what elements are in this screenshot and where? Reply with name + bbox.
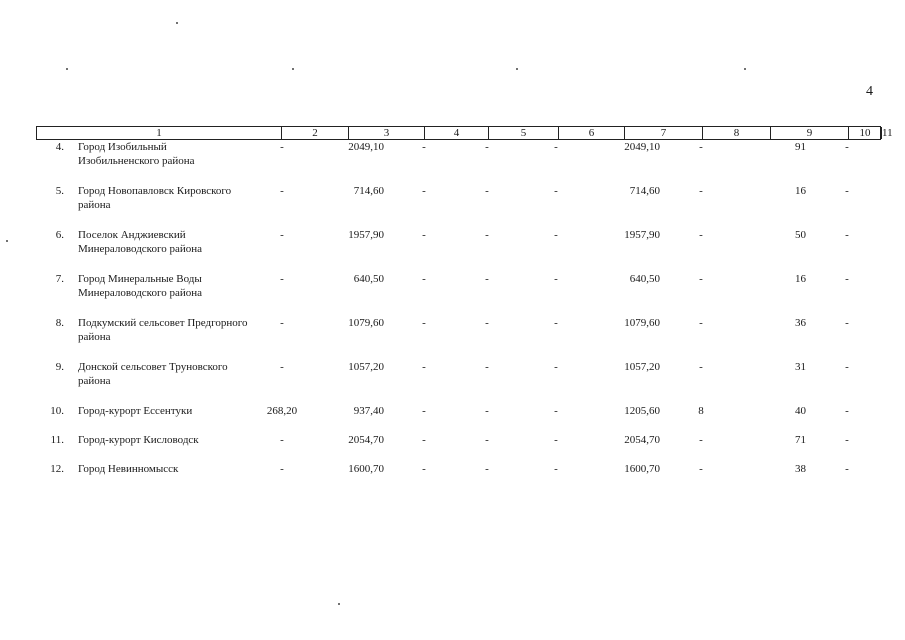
header-col-6: 6 <box>559 127 625 139</box>
cell-name: Город-курорт Кисловодск <box>78 434 199 446</box>
cell-c3: - <box>280 273 284 285</box>
cell-c8: 1600,70 <box>624 463 660 475</box>
cell-c4: 937,40 <box>353 405 384 417</box>
cell-c5: - <box>422 273 426 285</box>
cell-name: Город Изобильный Изобильненского района <box>78 141 195 167</box>
cell-num: 7. <box>55 273 64 285</box>
cell-c3: - <box>280 141 284 153</box>
cell-c11: - <box>845 317 849 329</box>
cell-c3: - <box>280 317 284 329</box>
cell-c11: - <box>845 434 849 446</box>
cell-c5: - <box>422 434 426 446</box>
cell-c8: 714,60 <box>629 185 660 197</box>
cell-c9: - <box>699 317 703 329</box>
cell-c4: 1957,90 <box>348 229 384 241</box>
cell-c8: 2054,70 <box>624 434 660 446</box>
cell-c8: 1205,60 <box>624 405 660 417</box>
table-header-row <box>36 126 893 140</box>
header-col-1: 1 <box>37 127 282 139</box>
cell-c3: - <box>280 463 284 475</box>
cell-c7: - <box>554 361 558 373</box>
cell-num: 4. <box>55 141 64 153</box>
scan-speck <box>66 68 68 70</box>
header-col-7: 7 <box>625 127 703 139</box>
cell-c9: - <box>699 273 703 285</box>
cell-c5: - <box>422 141 426 153</box>
cell-num: 10. <box>50 405 64 417</box>
header-col-8: 8 <box>703 127 771 139</box>
cell-name: Подкумский сельсовет Предгорного района <box>78 317 248 343</box>
cell-c4: 714,60 <box>353 185 384 197</box>
cell-num: 9. <box>55 361 64 373</box>
cell-c4: 2049,10 <box>348 141 384 153</box>
cell-c4: 1057,20 <box>348 361 384 373</box>
scan-speck <box>176 22 178 24</box>
cell-name: Поселок Анджиевский Минераловодского района <box>78 229 202 255</box>
cell-c8: 1079,60 <box>624 317 660 329</box>
cell-c11: - <box>845 463 849 475</box>
cell-c11: - <box>845 273 849 285</box>
cell-c9: - <box>699 434 703 446</box>
cell-num: 12. <box>50 463 64 475</box>
cell-c11: - <box>845 361 849 373</box>
cell-c7: - <box>554 141 558 153</box>
cell-c3: - <box>280 361 284 373</box>
cell-c5: - <box>422 463 426 475</box>
cell-c4: 2054,70 <box>348 434 384 446</box>
cell-c10: 71 <box>795 434 806 446</box>
cell-c10: 40 <box>795 405 806 417</box>
cell-c8: 2049,10 <box>624 141 660 153</box>
cell-c3: - <box>280 434 284 446</box>
header-col-4: 4 <box>425 127 489 139</box>
header-col-5: 5 <box>489 127 559 139</box>
cell-c9: - <box>699 361 703 373</box>
cell-name: Город Невинномысск <box>78 463 179 475</box>
cell-c7: - <box>554 229 558 241</box>
cell-name: Город Минеральные Воды Минераловодского района <box>78 273 202 299</box>
cell-c6: - <box>485 405 489 417</box>
cell-c4: 1079,60 <box>348 317 384 329</box>
cell-c9: - <box>699 229 703 241</box>
header-col-3: 3 <box>349 127 425 139</box>
cell-c3: - <box>280 229 284 241</box>
cell-c5: - <box>422 185 426 197</box>
cell-c9: - <box>699 141 703 153</box>
cell-c6: - <box>485 185 489 197</box>
cell-c11: - <box>845 185 849 197</box>
cell-num: 11. <box>50 434 64 446</box>
cell-c3: - <box>280 185 284 197</box>
header-col-10: 10 <box>849 127 882 139</box>
cell-c9: - <box>699 463 703 475</box>
cell-c10: 36 <box>795 317 806 329</box>
scan-speck <box>6 240 8 242</box>
cell-c10: 50 <box>795 229 806 241</box>
cell-c7: - <box>554 405 558 417</box>
cell-c9: 8 <box>698 405 704 417</box>
cell-c4: 640,50 <box>353 273 384 285</box>
cell-c7: - <box>554 185 558 197</box>
cell-c6: - <box>485 463 489 475</box>
header-col-2: 2 <box>282 127 349 139</box>
cell-c6: - <box>485 229 489 241</box>
cell-c10: 38 <box>795 463 806 475</box>
scan-speck <box>292 68 294 70</box>
page-number: 4 <box>866 84 873 99</box>
cell-c5: - <box>422 317 426 329</box>
scan-speck <box>338 603 340 605</box>
cell-c4: 1600,70 <box>348 463 384 475</box>
scan-speck <box>744 68 746 70</box>
cell-num: 8. <box>55 317 64 329</box>
cell-c7: - <box>554 463 558 475</box>
cell-c11: - <box>845 229 849 241</box>
cell-c10: 31 <box>795 361 806 373</box>
cell-c8: 640,50 <box>629 273 660 285</box>
cell-name: Город-курорт Ессентуки <box>78 405 193 417</box>
scan-speck <box>516 68 518 70</box>
cell-c5: - <box>422 405 426 417</box>
cell-c6: - <box>485 141 489 153</box>
cell-name: Город Новопавловск Кировского района <box>78 185 232 211</box>
cell-c3: 268,20 <box>266 405 298 417</box>
cell-c7: - <box>554 317 558 329</box>
cell-num: 6. <box>55 229 64 241</box>
cell-c10: 91 <box>795 141 806 153</box>
cell-c11: - <box>845 405 849 417</box>
cell-c10: 16 <box>795 185 806 197</box>
cell-c8: 1057,20 <box>624 361 660 373</box>
cell-c7: - <box>554 434 558 446</box>
cell-c10: 16 <box>795 273 806 285</box>
cell-c6: - <box>485 317 489 329</box>
cell-c6: - <box>485 361 489 373</box>
cell-c7: - <box>554 273 558 285</box>
cell-c6: - <box>485 273 489 285</box>
data-table <box>36 126 893 475</box>
cell-c5: - <box>422 229 426 241</box>
cell-name: Донской сельсовет Труновского района <box>78 361 228 387</box>
cell-c8: 1957,90 <box>624 229 660 241</box>
header-col-11: 11 <box>882 127 893 139</box>
cell-c11: - <box>845 141 849 153</box>
header-col-9: 9 <box>771 127 849 139</box>
cell-c5: - <box>422 361 426 373</box>
cell-c6: - <box>485 434 489 446</box>
cell-num: 5. <box>55 185 64 197</box>
cell-c9: - <box>699 185 703 197</box>
